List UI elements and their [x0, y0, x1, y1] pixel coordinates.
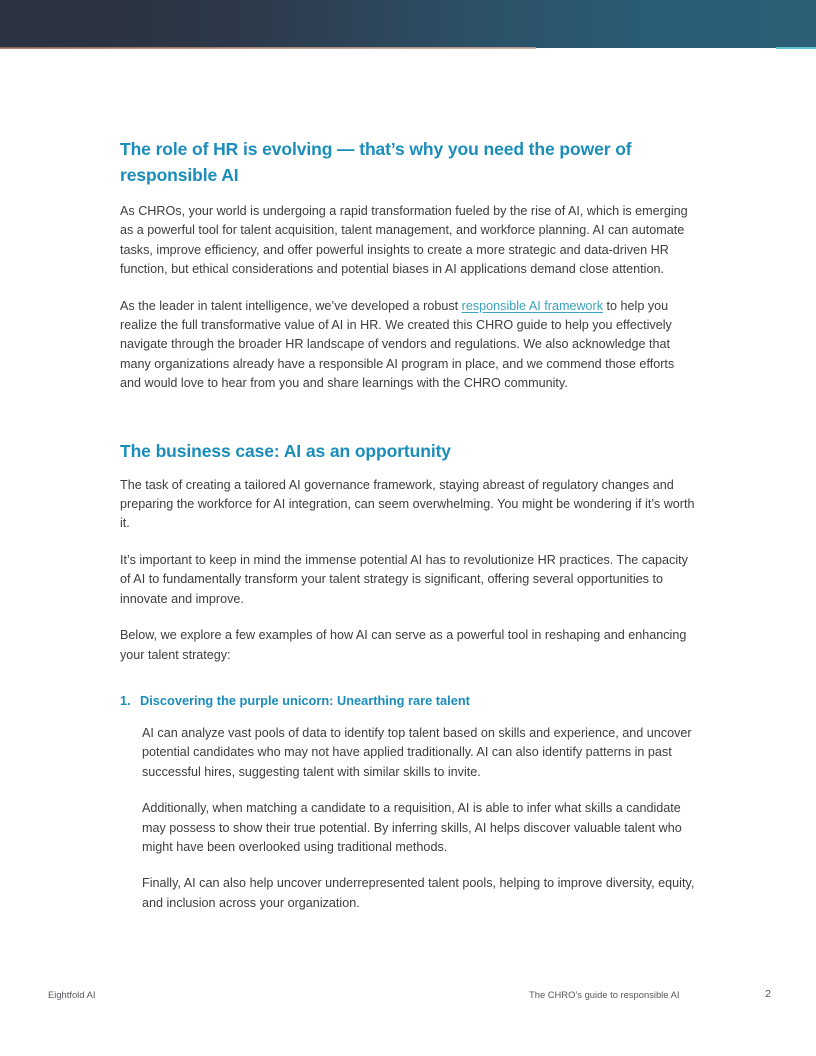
paragraph-governance-framework: The task of creating a tailored AI governance framework, staying abreast of regulatory changes and preparing the workforce for AI integration, can seem overwhelming. You might be wondering if it’s worth it.	[120, 477, 695, 531]
list-spacer	[120, 665, 696, 691]
section-role-of-hr	[120, 136, 696, 394]
document-content	[120, 136, 696, 913]
list-item-marker: 1.	[120, 693, 131, 708]
paragraph-chro-transformation: As CHROs, your world is undergoing a rapid transformation fueled by the rise of AI, which is emerging as a powerful tool for talent acquisition, talent management, and workforce planning. AI can automate tasks, improve efficiency, and offer powerful insights to create a more strategic and data-driven HR function, but ethical considerations and potential biases in AI applications demand close attention.	[120, 204, 688, 277]
footer-company-name: Eightfold AI	[48, 989, 96, 1000]
paragraph-underrepresented-talent: Finally, AI can also help uncover underrepresented talent pools, helping to improve diversity, equity, and inclusion across your organization.	[142, 876, 695, 910]
list-item-header	[120, 691, 696, 710]
paragraph-matching-candidate: Additionally, when matching a candidate to a requisition, AI is able to infer what skills a candidate may possess to show their true potential. By inferring skills, AI helps discover valuable talent who might have been overlooked using traditional methods.	[142, 801, 682, 854]
page-footer	[0, 988, 816, 1008]
paragraph-below-we-explore: Below, we explore a few examples of how AI can serve as a powerful tool in reshaping and enhancing your talent strategy:	[120, 628, 687, 662]
paragraph-immense-potential: It’s important to keep in mind the immense potential AI has to revolutionize HR practices. The capacity of AI to fundamentally transform your talent strategy is significant, offering several opportunities to innovate and improve.	[120, 552, 688, 606]
responsible-ai-framework-link[interactable]: responsible AI framework	[461, 298, 604, 313]
page-header-banner	[0, 0, 816, 48]
section-business-case	[120, 438, 696, 665]
banner-accent-rule-cool	[776, 47, 816, 49]
paragraph-text-after-link: to help you realize the full transformative value of AI in HR. We created this CHRO guide to help you effectively navigate through the broader HR landscape of vendors and regulations. We also acknowledge that many organizations already have a responsible AI program in place, and we commend those efforts and would love to hear from you and share learnings with the CHRO community.	[120, 298, 675, 391]
paragraph-analyze-vast-pools: AI can analyze vast pools of data to identify top talent based on skills and experience, and uncover potential candidates who may not have applied traditionally. AI can also identify patterns in past successful hires, suggesting talent with similar skills to invite.	[142, 725, 692, 779]
section-heading-business-case: The business case: AI as an opportunity	[120, 440, 451, 461]
footer-document-title: The CHRO’s guide to responsible AI	[529, 989, 680, 1000]
list-item	[120, 691, 696, 913]
paragraph-responsible-ai-framework	[120, 297, 696, 394]
list-item-heading-purple-unicorn: Discovering the purple unicorn: Unearthing rare talent	[140, 692, 470, 708]
banner-accent-rule-warm	[0, 47, 536, 49]
examples-list	[120, 691, 696, 913]
footer-page-number: 2	[765, 989, 771, 1000]
paragraph-text-before-link: As the leader in talent intelligence, we’ve developed a robust	[120, 298, 462, 313]
list-item-body	[120, 724, 696, 913]
section-spacer	[120, 394, 696, 438]
page-title: The role of HR is evolving — that’s why you need the power of responsible AI	[120, 139, 632, 185]
